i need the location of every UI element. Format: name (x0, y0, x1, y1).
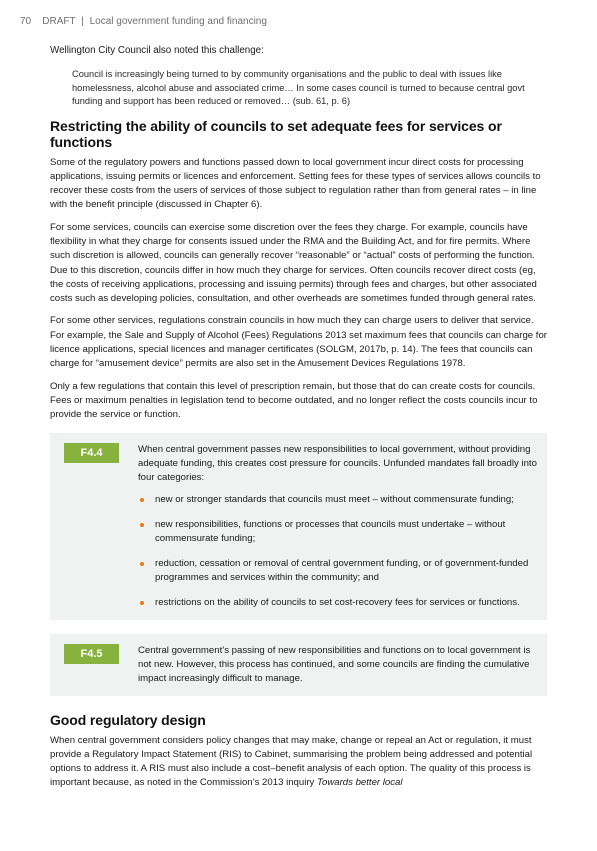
list-item (138, 493, 537, 507)
bullet-icon (140, 498, 144, 502)
finding-text: When central government passes new responsibilities to local government, without providing adequate funding, this creates cost pressure for councils. Unfunded mandates fall broadly into four categories: (138, 443, 537, 483)
running-header (20, 16, 267, 27)
draft-label: DRAFT (42, 16, 76, 27)
list-item-text: restrictions on the ability of councils to set cost-recovery fees for services or functions. (155, 596, 520, 608)
list-item (138, 596, 537, 610)
paragraph: For some services, councils can exercise some discretion over the fees they charge. For example, councils have flexibility in what they charge for consents issued under the RMA and the Building Act, and for fire permits. Where such discretion is allowed, councils can generally recover “reasonable” or “actual” costs of performing the function. Due to this discretion, councils differ in how much they charge for services. Often councils recover direct costs (eg, the costs of receiving applications, processing and issuing permits) through fees and charges, but other associated costs such as developing policies, consultation, and other overheads are sometimes funded through general rates. (50, 221, 537, 305)
list-item (138, 557, 537, 585)
finding-text: Central government’s passing of new responsibilities and functions on to local government is not new. However, this process has continued, and some councils are finding the cumulative impact increasingly difficult to manage. (138, 644, 531, 684)
section-heading-fees: Restricting the ability of councils to set adequate fees for services or functions (50, 117, 502, 150)
list-item-text: reduction, cessation or removal of central government funding, or of government-funded programmes and services within the community; and (155, 557, 529, 583)
section-heading-regulatory: Good regulatory design (50, 711, 206, 728)
paragraph (50, 734, 547, 791)
list-item-text: new or stronger standards that councils must meet – without commensurate funding; (155, 493, 514, 505)
finding-box-f44 (50, 433, 547, 620)
bullet-icon (140, 523, 144, 527)
paragraph: Some of the regulatory powers and functions passed down to local government incur direct costs for processing applications, issuing permits or licences and enforcement. Setting fees for these types of services allows councils to recover these costs from the users of services of those subject to regulation rather than from general rates – in line with the benefit principle (discussed in Chapter 6). (50, 156, 541, 211)
paragraph: Only a few regulations that contain this level of prescription remain, but those that do can create costs for councils. Fees or maximum penalties in legislation tend to become outdated, and no longer reflect the costs councils incur to provide the service or function. (50, 380, 538, 421)
header-title: Local government funding and financing (89, 16, 267, 27)
paragraph: For some other services, regulations constrain councils in how much they can charge users to deliver that service. For example, the Sale and Supply of Alcohol (Fees) Regulations 2013 set maximum fees that councils can charge for licence applications, special licences and manager certificates (SOLGM, 2017b, p. 14). The fees that councils can charge for “amusement device” permits are also set in the Amusement Devices Regulations 1978. (50, 315, 548, 370)
list-item-text: new responsibilities, functions or processes that councils must undertake – without commensurate funding; (155, 518, 506, 544)
paragraph-text: When central government considers policy changes that may make, change or repeal an Act or regulation, it must provide a Regulatory Impact Statement (RIS) to Cabinet, summarising the problem being addressed and potential options to address it. A RIS must also include a cost–benefit analysis of each option. The quality of this process is important because, as noted in the Commission’s 2013 inquiry (50, 734, 533, 789)
list-item (138, 518, 537, 546)
finding-body (138, 644, 537, 686)
finding-body (138, 443, 537, 610)
page-number: 70 (20, 16, 32, 27)
page-content (50, 44, 547, 799)
header-separator: | (81, 16, 84, 27)
finding-tag: F4.5 (64, 644, 119, 664)
inquiry-title: Towards better local (317, 777, 403, 789)
finding-bullet-list (138, 493, 537, 610)
bullet-icon (140, 562, 144, 566)
finding-box-f45 (50, 634, 547, 696)
block-quote: Council is increasingly being turned to by community organisations and the public to deal with issues like homelessness, alcohol abuse and associated crime… In some cases council is turned to because central govt funding and support has been reduced or removed… (sub. 61, p. 6) (72, 69, 525, 106)
intro-text: Wellington City Council also noted this challenge: (50, 45, 264, 56)
bullet-icon (140, 601, 144, 605)
finding-tag: F4.4 (64, 443, 119, 463)
